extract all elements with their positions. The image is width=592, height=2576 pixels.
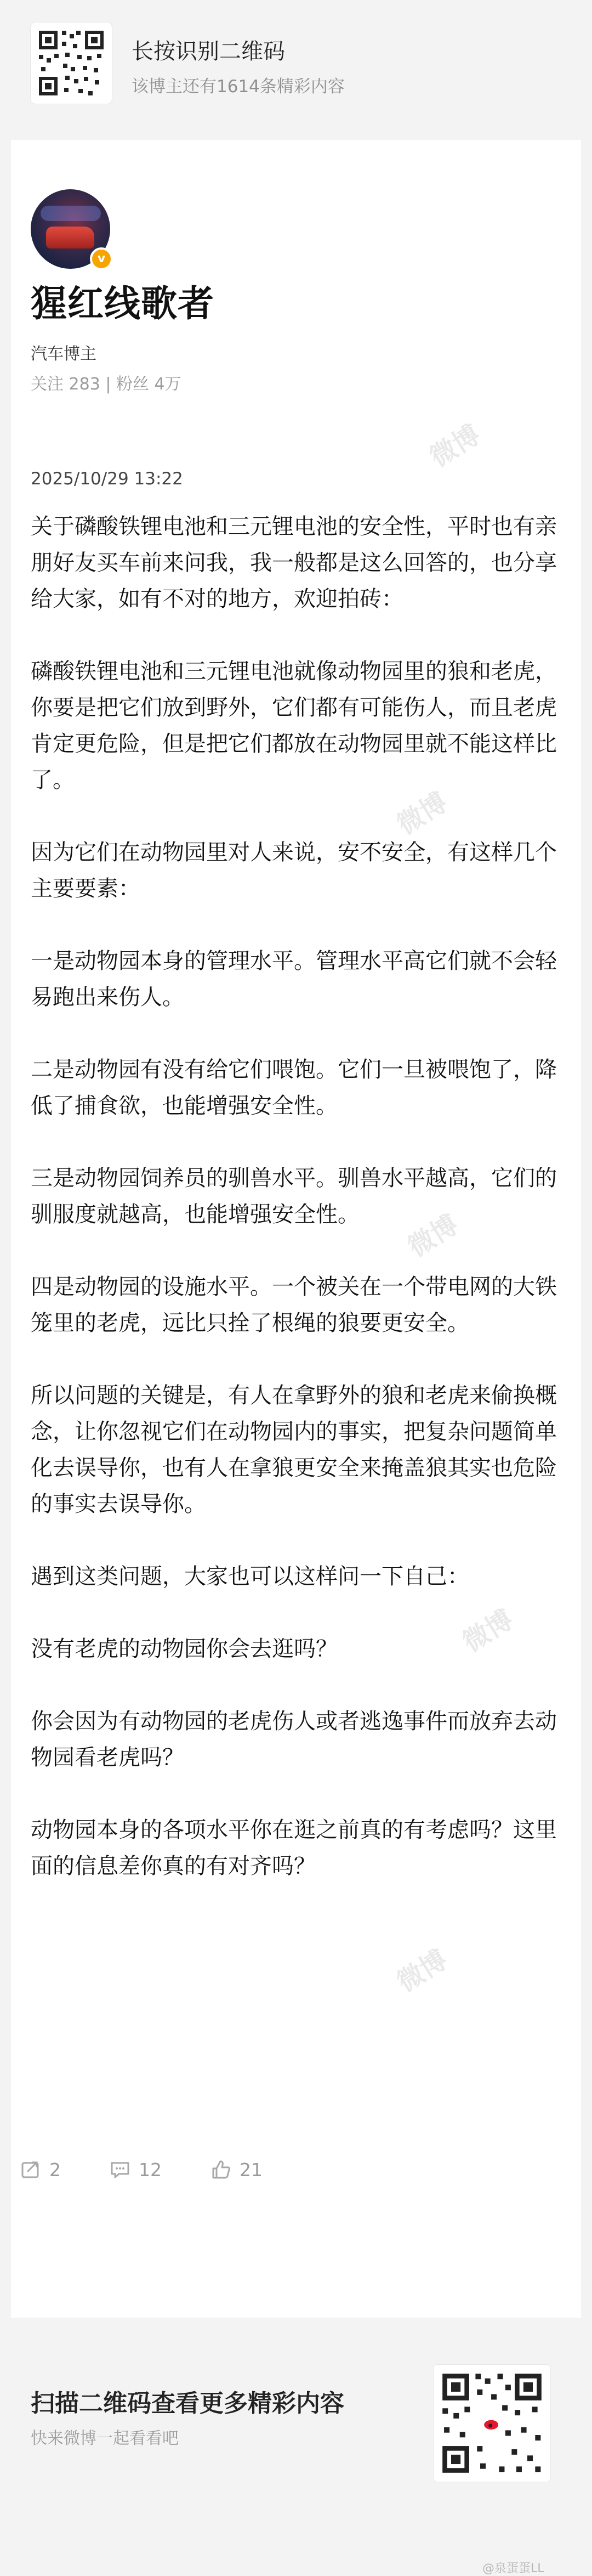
post-body bbox=[31, 509, 573, 1920]
post-paragraph: 动物园本身的各项水平你在逛之前真的有考虑吗？这里面的信息差你真的有对齐吗？ bbox=[31, 1817, 557, 1879]
qr-code-small[interactable] bbox=[30, 22, 112, 104]
source-credit: @泉蛋蛋LL bbox=[482, 2562, 544, 2575]
avatar-car-shape bbox=[46, 227, 94, 248]
post-paragraph: 因为它们在动物园里对人来说，安不安全，有这样几个主要要素： bbox=[31, 840, 557, 901]
watermark: 微博 bbox=[391, 787, 453, 841]
post-paragraph: 一是动物园本身的管理水平。管理水平高它们就不会轻易跑出来伤人。 bbox=[31, 948, 557, 1010]
top-banner-title: 长按识别二维码 bbox=[132, 39, 285, 64]
comment-button[interactable] bbox=[109, 2159, 162, 2180]
repost-count: 2 bbox=[49, 2159, 61, 2180]
top-banner-subtitle: 该博主还有1614条精彩内容 bbox=[132, 77, 345, 97]
like-button[interactable] bbox=[210, 2159, 263, 2180]
watermark: 微博 bbox=[391, 1944, 453, 1998]
author-stats: 关注 283 | 粉丝 4万 bbox=[31, 375, 181, 394]
comment-icon bbox=[109, 2159, 131, 2180]
verified-badge-icon: v bbox=[90, 247, 113, 270]
post-actions bbox=[20, 2153, 311, 2186]
author-name[interactable]: 猩红线歌者 bbox=[31, 283, 214, 325]
thumbs-up-icon bbox=[210, 2159, 232, 2180]
post-paragraph: 磷酸铁锂电池和三元锂电池就像动物园里的狼和老虎，你要是把它们放到野外，它们都有可能伤人，而且老虎肯定更危险，但是把它们都放在动物园里就不能这样比了。 bbox=[31, 659, 557, 793]
qr-code-icon bbox=[30, 22, 112, 104]
post-paragraph: 四是动物园的设施水平。一个被关在一个带电网的大铁笼里的老虎，远比只拴了根绳的狼要更安全。 bbox=[31, 1274, 557, 1336]
top-qr-banner bbox=[0, 0, 592, 115]
avatar-glow bbox=[41, 206, 101, 221]
post-date: 2025/10/29 13:22 bbox=[31, 469, 183, 489]
post-paragraph: 二是动物园有没有给它们喂饱。它们一旦被喂饱了，降低了捕食欲，也能增强安全性。 bbox=[31, 1057, 557, 1118]
post-card bbox=[11, 140, 581, 2318]
post-paragraph: 你会因为有动物园的老虎伤人或者逃逸事件而放弃去动物园看老虎吗？ bbox=[31, 1709, 557, 1770]
qr-code-large[interactable] bbox=[433, 2364, 551, 2482]
qr-code-icon bbox=[433, 2364, 551, 2482]
author-role: 汽车博主 bbox=[31, 344, 96, 364]
repost-icon bbox=[20, 2159, 42, 2180]
watermark: 微博 bbox=[424, 419, 486, 473]
post-paragraph: 没有老虎的动物园你会去逛吗？ bbox=[31, 1636, 338, 1662]
watermark: 微博 bbox=[457, 1604, 519, 1658]
comment-count: 12 bbox=[139, 2159, 162, 2180]
bottom-qr-banner bbox=[0, 2318, 592, 2574]
repost-button[interactable] bbox=[20, 2159, 61, 2180]
bottom-banner-subtitle: 快来微博一起看看吧 bbox=[31, 2429, 179, 2448]
post-paragraph: 关于磷酸铁锂电池和三元锂电池的安全性，平时也有亲朋好友买车前来问我，我一般都是这么回答的，也分享给大家，如有不对的地方，欢迎拍砖： bbox=[31, 514, 557, 612]
post-paragraph: 所以问题的关键是，有人在拿野外的狼和老虎来偷换概念，让你忽视它们在动物园内的事实，把复杂问题简单化去误导你，也有人在拿狼更安全来掩盖狼其实也危险的事实去误导你。 bbox=[31, 1383, 557, 1517]
watermark: 微博 bbox=[402, 1209, 464, 1263]
like-count: 21 bbox=[240, 2159, 263, 2180]
post-paragraph: 三是动物园饲养员的驯兽水平。驯兽水平越高，它们的驯服度就越高，也能增强安全性。 bbox=[31, 1166, 557, 1227]
post-paragraph: 遇到这类问题，大家也可以这样问一下自己： bbox=[31, 1564, 469, 1589]
bottom-banner-title: 扫描二维码查看更多精彩内容 bbox=[31, 2389, 344, 2417]
